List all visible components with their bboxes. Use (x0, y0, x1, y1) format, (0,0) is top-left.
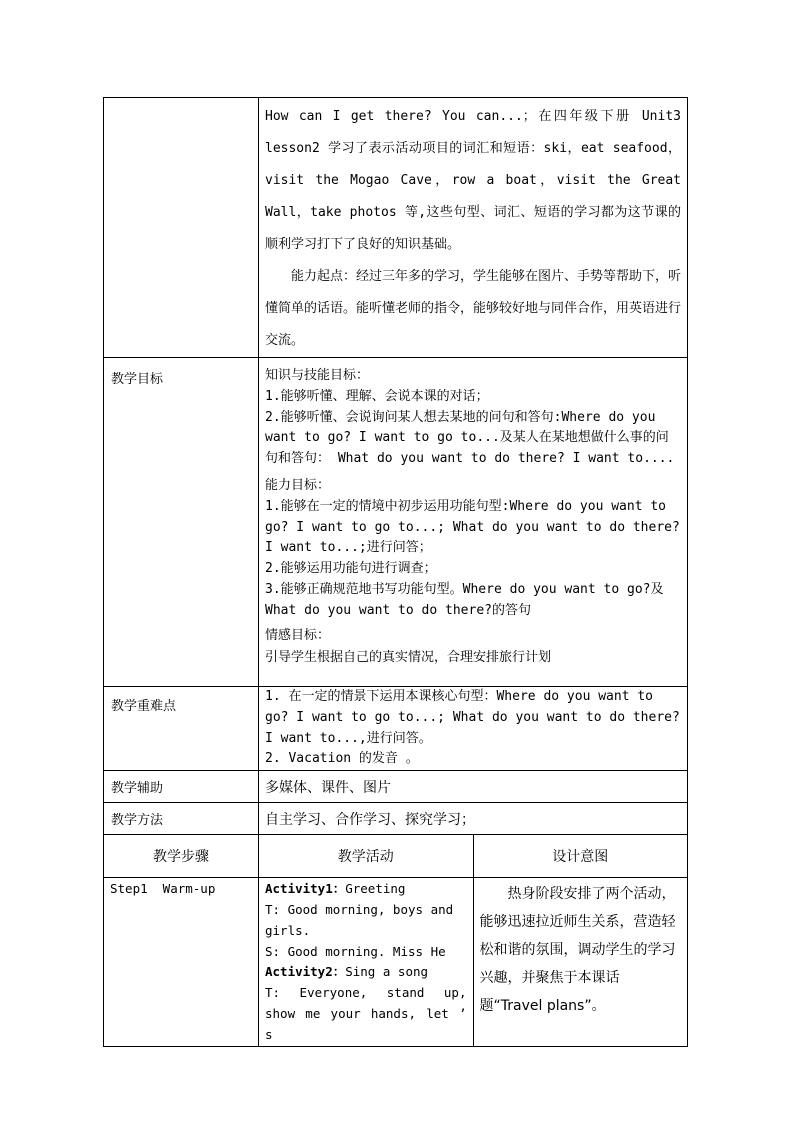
aids-row (104, 771, 688, 803)
ability-item-2: 2.能够运用功能句进行调查； (265, 561, 437, 577)
ability-title: 能力目标： (265, 477, 331, 493)
background-content-cell (259, 98, 688, 358)
step1-intent (473, 878, 688, 1046)
teacher-line-1: T: Good morning, boys and girls. (265, 901, 454, 938)
step1-intent-text: 热身阶段安排了两个活动，能够迅速拉近师生关系，营造轻松和谐的氛围，调动学生的学习兴趣，并聚焦于本课话题“Travel plans”。 (479, 886, 676, 1015)
student-line-1: S: Good morning. Miss He (265, 943, 446, 959)
header-intent: 设计意图 (473, 835, 688, 878)
aids-value: 多媒体、课件、图片 (259, 771, 688, 803)
header-activities: 教学活动 (259, 835, 474, 878)
knowledge-item-1: 1.能够听懂、理解、会说本课的对话； (265, 388, 489, 404)
keypoints-content (259, 687, 688, 771)
step1-label: Step1 Warm-up (104, 878, 259, 1046)
goals-label (104, 358, 259, 687)
ability-item-3: 3.能够正确规范地书写功能句型。Where do you want to go?及 What do you want to do there?的答句 (265, 581, 664, 618)
goals-row (104, 358, 688, 687)
aids-label-text: 教学辅助 (111, 781, 164, 797)
step1-row (104, 878, 688, 1046)
header-steps: 教学步骤 (104, 835, 259, 878)
goals-content (259, 358, 688, 687)
activity2-title: Activity2： (265, 964, 346, 980)
background-paragraph-1: How can I get there? You can...；在四年级下册 Unit3 lesson2 学习了表示活动项目的词汇和短语：ski，eat seafood，visit the Mogao Cave，row a boat，visit the Great Wall，take photos 等,这些句型、词汇、短语的学习都为这节课的顺利学习打下了良好的知识基础。 (265, 109, 681, 252)
knowledge-item-2: 2.能够听懂、会说询问某人想去某地的问句和答句:Where do you want to go? I want to go to...及某人在某地想做什么事的问句和答句： What do you want to do there? I want to.... (265, 409, 675, 467)
keypoint-2: 2. Vacation 的发音 。 (265, 751, 419, 767)
activity1-line (265, 879, 467, 900)
teacher-line-2: T: Everyone, stand up, show me your hands, let ’ s (265, 985, 467, 1042)
activity1-title: Activity1： (265, 881, 346, 897)
keypoints-label-text: 教学重难点 (111, 699, 177, 714)
ability-item-1: 1.能够在一定的情境中初步运用功能句型:Where do you want to go? I want to go to...; What do you want to do there? I want to...;进行问答； (265, 498, 680, 556)
method-label-text: 教学方法 (111, 813, 164, 829)
activity2-line (265, 962, 467, 983)
emotion-item-1: 引导学生根据自己的真实情况，合理安排旅行计划 (265, 650, 552, 666)
keypoint-1: 1. 在一定的情景下运用本课核心句型：Where do you want to go? I want to go to...; What do you want to do there? I want to...,进行问答。 (265, 689, 680, 746)
activity1-name: Greeting (345, 881, 406, 897)
keypoints-label (104, 687, 259, 771)
knowledge-title: 知识与技能目标： (265, 368, 370, 383)
step1-activities (259, 878, 474, 1046)
emotion-title: 情感目标： (265, 627, 331, 643)
background-paragraph-2: 能力起点：经过三年多的学习，学生能够在图片、手势等帮助下，听懂简单的话语。能听懂老师的指令，能够较好地与同伴合作，用英语进行交流。 (265, 269, 682, 348)
aids-label (104, 771, 259, 803)
background-label-cell (104, 98, 259, 358)
steps-header-row (104, 835, 688, 878)
background-row (104, 98, 688, 358)
method-label (104, 803, 259, 835)
activity2-name: Sing a song (345, 964, 429, 980)
keypoints-row (104, 687, 688, 771)
goals-label-text: 教学目标 (111, 372, 164, 387)
method-value: 自主学习、合作学习、探究学习； (259, 803, 688, 835)
lesson-plan-table (103, 97, 688, 1047)
method-row (104, 803, 688, 835)
